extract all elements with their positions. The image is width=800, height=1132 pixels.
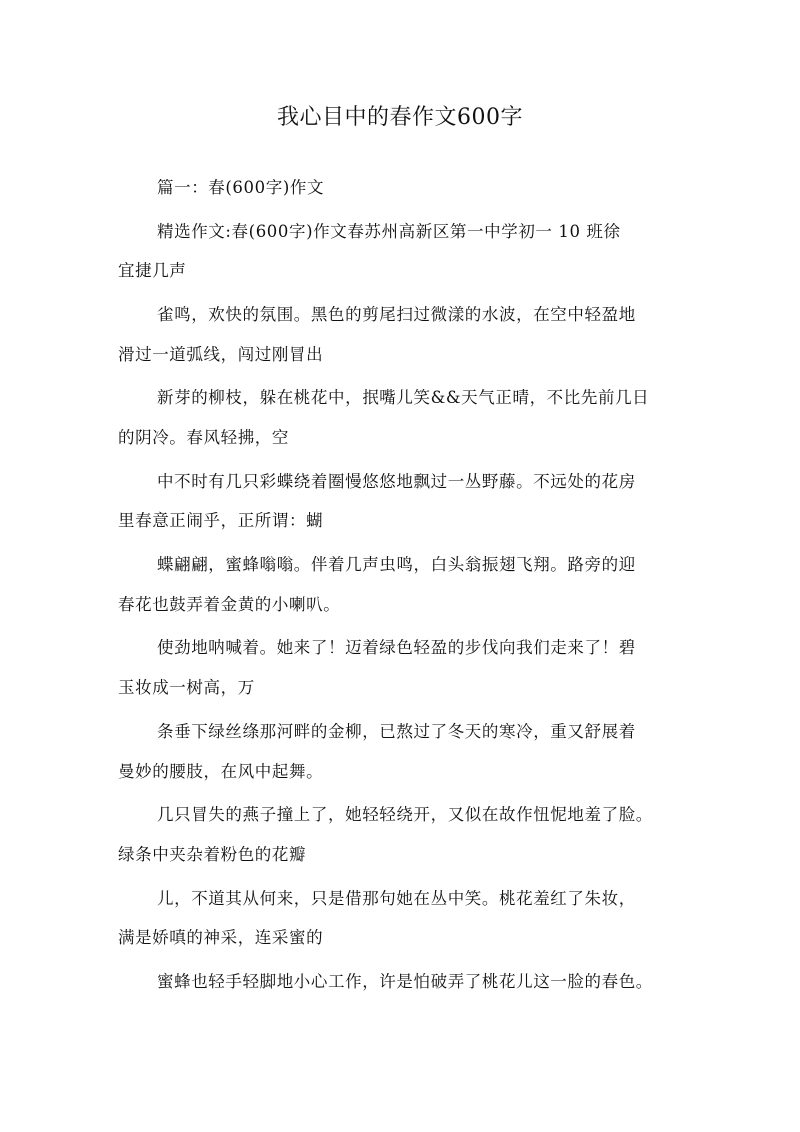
text-line: 蝶翩翩，蜜蜂嗡嗡。伴着几声虫鸣，白头翁振翅飞翔。路旁的迎 [157,555,636,574]
text-line: 新芽的柳枝，躲在桃花中，抿嘴儿笑&&天气正晴，不比先前几日 [157,388,650,407]
document-title: 我心目中的春作文600字 [277,105,523,130]
text-line: 满是娇嗔的神采，连采蜜的 [118,928,324,947]
text-line: 春花也鼓弄着金黄的小喇叭。 [118,595,341,614]
text-line: 曼妙的腰肢，在风中起舞。 [118,762,324,781]
text-line: 几只冒失的燕子撞上了，她轻轻绕开，又似在故作忸怩地羞了脸。 [157,805,653,824]
text-line: 宜捷几声 [118,261,187,280]
text-line: 中不时有几只彩蝶绕着圈慢悠悠地飘过一丛野藤。不远处的花房 [157,472,636,491]
text-line: 滑过一道弧线，闯过刚冒出 [118,345,324,364]
text-line: 里春意正闹乎，正所谓：蝴 [118,511,324,530]
text-line: 篇一：春(600字)作文 [157,178,325,197]
text-line: 玉妆成一树高，万 [118,678,255,697]
text-line: 绿条中夹杂着粉色的花瓣 [118,845,307,864]
text-line: 条垂下绿丝绦那河畔的金柳，已熬过了冬天的寒冷，重又舒展着 [157,722,636,741]
text-line: 蜜蜂也轻手轻脚地小心工作，许是怕破弄了桃花儿这一脸的春色。 [157,972,653,991]
text-line: 雀鸣，欢快的氛围。黑色的剪尾扫过微漾的水波，在空中轻盈地 [157,305,636,324]
text-line: 儿，不道其从何来，只是借那句她在丛中笑。桃花羞红了朱妆， [157,889,636,908]
text-line: 使劲地呐喊着。她来了！迈着绿色轻盈的步伐向我们走来了！碧 [157,638,636,657]
text-line: 的阴冷。春风轻拂，空 [118,428,289,447]
text-line: 精选作文:春(600字)作文春苏州高新区第一中学初一 10 班徐 [157,222,621,241]
